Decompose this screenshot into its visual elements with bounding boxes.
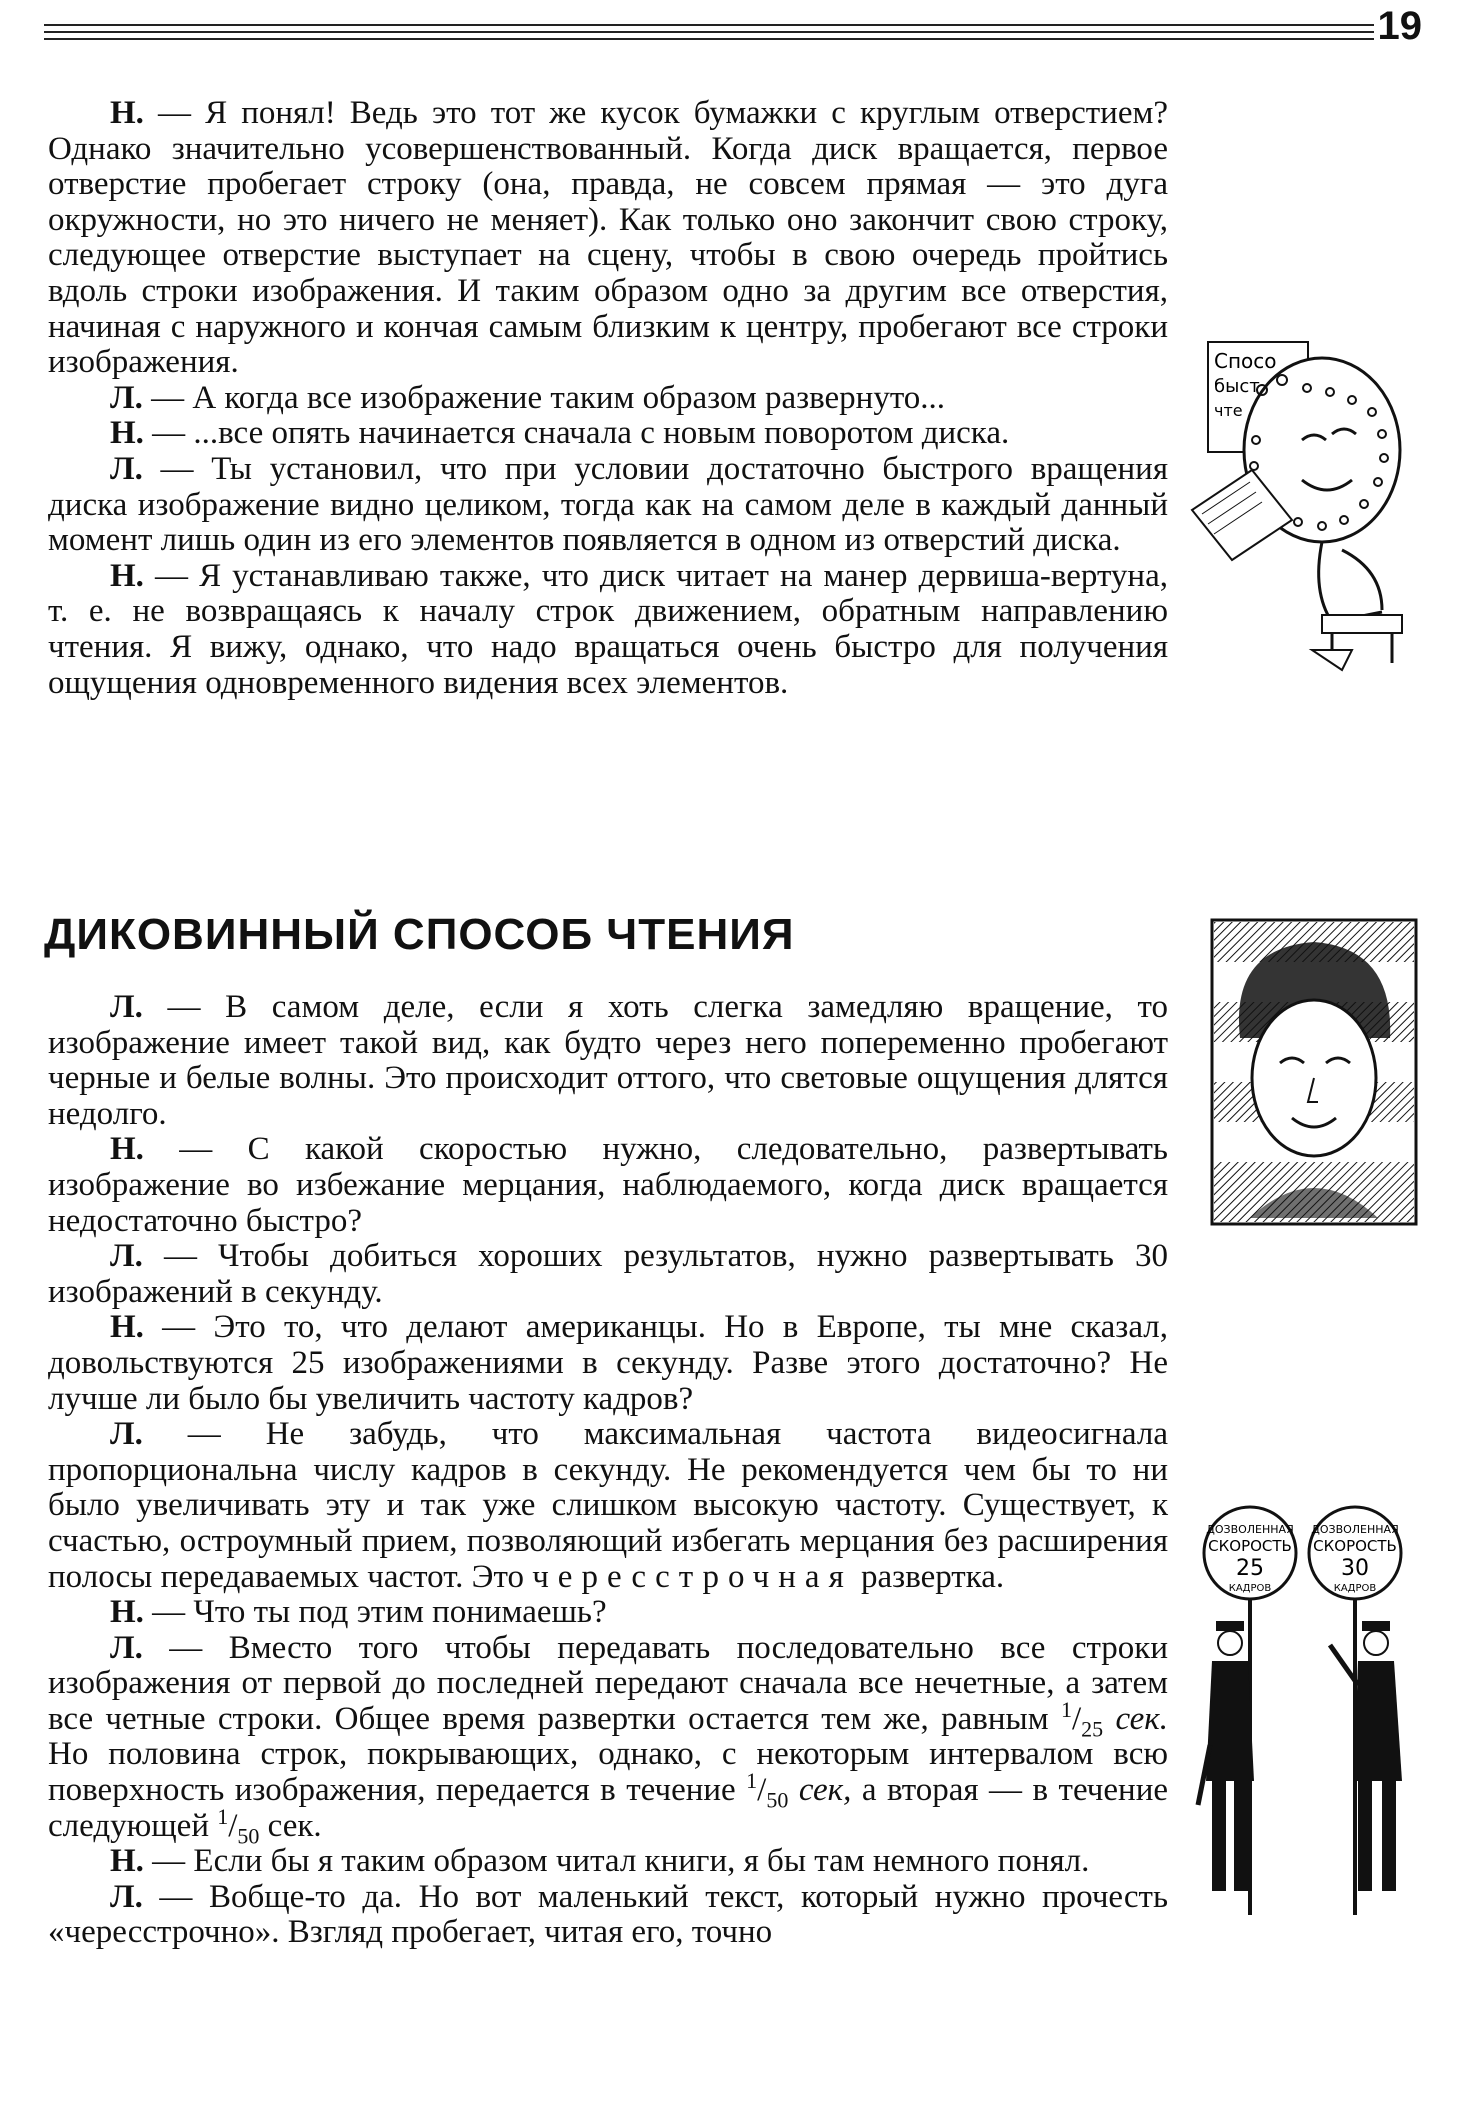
paragraph-text: — Чтобы добиться хороших результатов, нужно развертывать 30 изображений в секунду.	[48, 1238, 1168, 1310]
paragraph	[48, 1310, 1168, 1417]
paragraph	[48, 416, 1168, 452]
sign-text: СКОРОСТЬ	[1313, 1537, 1397, 1555]
sign-text: Спосо	[1214, 349, 1277, 373]
section-title: ДИКОВИННЫЙ СПОСОБ ЧТЕНИЯ	[44, 910, 795, 959]
fraction: $^1/_{25}$ сек.	[1060, 1696, 1168, 1742]
striped-portrait-illustration	[1210, 918, 1418, 1226]
fraction-numerator: 1	[217, 1803, 229, 1829]
paragraph	[48, 1595, 1168, 1631]
speaker-label: Н.	[110, 1131, 144, 1168]
stool	[1322, 615, 1402, 633]
paragraph-text: — Вместо того чтобы передавать последовательно все строки изображения от первой до последней передают сначала все нечетные, а затем все четные строки. Общее время развертки остается тем же, равным	[48, 1629, 1168, 1737]
unit: сек.	[259, 1807, 322, 1844]
paragraph	[48, 1844, 1168, 1880]
fraction-denominator: 25	[1081, 1716, 1104, 1742]
speaker-label: Л.	[110, 1629, 143, 1666]
paragraph-text: а вторая — в течение следующей	[48, 1772, 1169, 1844]
speaker-label: Л.	[110, 450, 143, 487]
paragraph-text: — Не забудь, что максимальная частота видеосигнала пропорциональна числу кадров в секунду. Не рекомендуется чем бы то ни было увеличивать эту и так уже слишком высокую частоту. Существует, к счастью, остроумный прием, позволяющий избегать мерцания без расширения полосы передаваемых частот. Это	[48, 1416, 1168, 1595]
paragraph-text: — С какой скоростью нужно, следовательно, развертывать изображение во избежание мерцания, наблюдаемого, когда диск вращается недостаточно быстро?	[48, 1131, 1168, 1239]
fraction-numerator: 1	[1060, 1696, 1072, 1722]
fraction: $^1/_{50}$ сек,	[746, 1768, 852, 1813]
sign-text: 25	[1236, 1556, 1264, 1581]
paragraph	[48, 559, 1168, 701]
paragraph-text: развертка.	[852, 1558, 1005, 1595]
fraction: $^1/_{50}$ сек.	[217, 1803, 322, 1849]
policeman-left	[1198, 1621, 1254, 1891]
paragraph	[48, 1132, 1168, 1239]
paragraph	[48, 990, 1168, 1132]
foot	[1312, 650, 1352, 670]
paragraph-text: — Это то, что делают американцы. Но в Европе, ты мне сказал, довольствуются 25 изображениями в секунду. Разве этого достаточно? Не лучше ли было бы увеличить частоту кадров?	[48, 1309, 1168, 1417]
policeman-right	[1330, 1621, 1402, 1891]
speaker-label: Н.	[110, 1843, 144, 1880]
speaker-label: Л.	[110, 1416, 143, 1453]
sign-text: КАДРОВ	[1333, 1583, 1377, 1594]
paragraph-text: — В самом деле, если я хоть слегка замедляю вращение, то изображение имеет такой вид, как будто через него попеременно пробегают черные и белые волны. Это происходит оттого, что световые ощущения длятся недолго.	[48, 989, 1168, 1132]
paragraph-text: — Я устанавливаю также, что диск читает на манер дервиша-вертуна, т. е. не возвращаясь к началу строк движением, обратным направлению чтения. Я вижу, однако, что надо вращаться очень быстро для получения ощущения одновременного видения всех элементов.	[48, 557, 1168, 701]
speaker-label: Л.	[110, 1238, 143, 1275]
sign-text: быст	[1214, 376, 1260, 397]
paragraph	[48, 1239, 1168, 1310]
paragraph-text: — Если бы я таким образом читал книги, я бы там немного понял.	[143, 1843, 1090, 1880]
spaced-term: чересстрочная	[532, 1558, 853, 1595]
speaker-label: Л.	[110, 379, 143, 416]
fraction-denominator: 50	[766, 1787, 789, 1813]
disk-reader-illustration	[1182, 330, 1422, 680]
speed-limit-illustration	[1190, 1505, 1430, 1925]
paragraph	[48, 381, 1168, 417]
speaker-label: Н.	[110, 1309, 144, 1346]
speaker-label: Л.	[110, 1878, 143, 1915]
header-rule	[44, 24, 1374, 45]
top-dialogue	[48, 96, 1168, 701]
page-number: 19	[1377, 4, 1422, 48]
paragraph	[48, 1417, 1168, 1595]
sign-text: 30	[1341, 1556, 1369, 1581]
unit: сек.	[1103, 1700, 1168, 1737]
paragraph-text: — ...все опять начинается сначала с новым поворотом диска.	[143, 415, 1010, 452]
paragraph	[48, 1629, 1169, 1849]
speaker-label: Н.	[110, 557, 144, 594]
sign-text: ДОЗВОЛЕННАЯ	[1206, 1523, 1294, 1536]
unit: сек,	[788, 1772, 852, 1809]
paragraph-text: — Ты установил, что при условии достаточно быстрого вращения диска изображение видно целиком, тогда как на самом деле в каждый данный момент лишь один из его элементов появляется в одном из отверстий диска.	[48, 450, 1168, 559]
arm	[1342, 550, 1382, 610]
paragraph-text: Но половина строк, покрывающих, однако, с некоторым интервалом всю поверхность изображения, передается в течение	[48, 1736, 1168, 1809]
paragraph-text: — Я понял! Ведь это тот же кусок бумажки с круглым отверстием? Однако значительно усовершенствованный. Когда диск вращается, первое отверстие пробегает строку (она, правда, не совсем прямая — это дуга окружности, но это ничего не меняет). Как только оно закончит свою строку, следующее отверстие выступает на сцену, чтобы в свою очередь пройтись вдоль строки изображения. И таким образом одно за другим все отверстия, начиная с наружного и кончая самым близким к центру, пробегают все строки изображения.	[48, 95, 1168, 381]
paragraph	[48, 96, 1168, 381]
paragraph-text: — Что ты под этим понимаешь?	[143, 1594, 607, 1631]
speaker-label: Н.	[110, 1594, 144, 1631]
sign-text: чте	[1214, 401, 1243, 420]
fraction-numerator: 1	[746, 1768, 758, 1794]
speaker-label: Н.	[110, 95, 144, 131]
fraction-denominator: 50	[237, 1823, 260, 1849]
section-dialogue	[48, 990, 1168, 1951]
paragraph-text: — А когда все изображение таким образом развернуто...	[142, 379, 946, 416]
paragraph	[48, 452, 1168, 559]
speaker-label: Н.	[110, 415, 144, 452]
paragraph-text: — Вобще-то да. Но вот маленький текст, который нужно прочесть «чересстрочно». Взгляд пробегает, читая его, точно	[48, 1878, 1168, 1951]
sign-text: СКОРОСТЬ	[1208, 1537, 1292, 1555]
paragraph	[48, 1880, 1168, 1951]
sign-text: ДОЗВОЛЕННАЯ	[1311, 1523, 1399, 1536]
sign-text: КАДРОВ	[1228, 1583, 1272, 1594]
speaker-label: Л.	[110, 989, 143, 1025]
